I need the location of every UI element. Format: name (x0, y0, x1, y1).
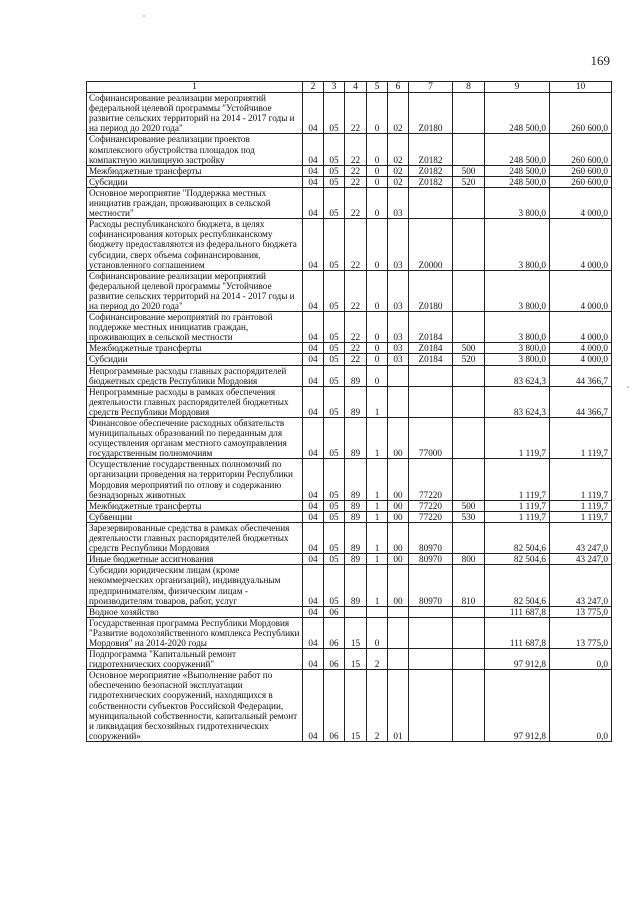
amount-year-2: 0,0 (550, 670, 612, 742)
code-expense-type (453, 365, 485, 386)
row-name: Подпрограмма "Капитальный ремонт гидротехнических сооружений" (87, 649, 303, 670)
code-program: 0 (367, 354, 388, 365)
code-section: 05 (324, 219, 345, 270)
code-subsection: 22 (345, 219, 367, 270)
amount-year-2: 260 600,0 (550, 165, 612, 176)
table-row (87, 343, 612, 354)
code-program: 0 (367, 93, 388, 134)
code-subprogram (388, 617, 409, 648)
code-program: 0 (367, 617, 388, 648)
table-row (87, 219, 612, 270)
row-name: Субсидии (87, 176, 303, 187)
code-item: 77220 (409, 459, 453, 500)
code-subsection: 89 (345, 418, 367, 459)
table-row (87, 649, 612, 670)
code-section: 06 (324, 649, 345, 670)
table-row (87, 459, 612, 500)
code-ministry: 04 (303, 134, 324, 165)
amount-year-1: 97 912,8 (485, 670, 550, 742)
code-expense-type: 520 (453, 176, 485, 187)
code-subsection: 22 (345, 93, 367, 134)
table-row (87, 134, 612, 165)
row-name: Межбюджетные трансферты (87, 500, 303, 511)
code-item (409, 617, 453, 648)
column-header: 5 (367, 82, 388, 93)
code-item: Z0182 (409, 165, 453, 176)
code-item: Z0184 (409, 354, 453, 365)
code-item: 80970 (409, 554, 453, 565)
table-body (87, 93, 612, 742)
amount-year-1: 82 504,6 (485, 522, 550, 553)
code-subprogram: 01 (388, 670, 409, 742)
amount-year-1: 3 800,0 (485, 270, 550, 311)
code-subsection: 22 (345, 187, 367, 218)
code-program: 0 (367, 165, 388, 176)
row-name: Софинансирование реализации мероприятий федеральной целевой программы "Устойчивое развитие сельских территорий на 2014 - 2017 годы и на период до 2020 года" (87, 270, 303, 311)
table-row (87, 270, 612, 311)
amount-year-2: 1 119,7 (550, 418, 612, 459)
column-header: 1 (87, 82, 303, 93)
code-subprogram: 00 (388, 554, 409, 565)
code-ministry: 04 (303, 187, 324, 218)
code-subsection: 22 (345, 343, 367, 354)
row-name: Основное мероприятие "Поддержка местных инициатив граждан, проживающих в сельской местности" (87, 187, 303, 218)
row-name: Финансовое обеспечение расходных обязательств муниципальных образований по переданным для осуществления органам местного самоуправления государственным полномочиям (87, 418, 303, 459)
code-item: 80970 (409, 565, 453, 606)
amount-year-1: 1 119,7 (485, 500, 550, 511)
amount-year-1: 248 500,0 (485, 165, 550, 176)
code-section: 05 (324, 187, 345, 218)
code-subsection: 89 (345, 365, 367, 386)
amount-year-2: 4 000,0 (550, 354, 612, 365)
code-item: Z0180 (409, 93, 453, 134)
code-expense-type (453, 606, 485, 617)
amount-year-2: 1 119,7 (550, 500, 612, 511)
code-item (409, 365, 453, 386)
code-expense-type: 500 (453, 343, 485, 354)
row-name: Софинансирование реализации мероприятий федеральной целевой программы "Устойчивое развитие сельских территорий на 2014 - 2017 годы и на период до 2020 года" (87, 93, 303, 134)
amount-year-2: 13 775,0 (550, 606, 612, 617)
code-program: 1 (367, 459, 388, 500)
code-subsection (345, 606, 367, 617)
table-row (87, 522, 612, 553)
code-ministry: 04 (303, 386, 324, 417)
amount-year-2: 43 247,0 (550, 522, 612, 553)
code-subsection: 89 (345, 511, 367, 522)
row-name: Софинансирование реализации проектов комплексного обустройства площадок под компактную жилищную застройку (87, 134, 303, 165)
table-row (87, 386, 612, 417)
code-program: 0 (367, 312, 388, 343)
code-section: 05 (324, 459, 345, 500)
amount-year-1: 82 504,6 (485, 565, 550, 606)
code-program: 0 (367, 176, 388, 187)
code-expense-type (453, 649, 485, 670)
code-program: 0 (367, 134, 388, 165)
code-ministry: 04 (303, 511, 324, 522)
code-section: 05 (324, 418, 345, 459)
code-subsection: 89 (345, 459, 367, 500)
code-ministry: 04 (303, 165, 324, 176)
code-subprogram: 03 (388, 187, 409, 218)
amount-year-1: 3 800,0 (485, 343, 550, 354)
row-name: Осуществление государственных полномочий по организации проведения на территории Республики Мордовия мероприятий по отлову и содержанию безнадзорных животных (87, 459, 303, 500)
code-subprogram: 00 (388, 522, 409, 553)
code-section: 05 (324, 93, 345, 134)
code-program: 1 (367, 511, 388, 522)
code-subprogram: 00 (388, 459, 409, 500)
table-row (87, 565, 612, 606)
code-program: 2 (367, 649, 388, 670)
table-row (87, 176, 612, 187)
code-item (409, 386, 453, 417)
code-program: 1 (367, 565, 388, 606)
table-row (87, 187, 612, 218)
amount-year-1: 97 912,8 (485, 649, 550, 670)
code-expense-type: 520 (453, 354, 485, 365)
code-subprogram: 00 (388, 511, 409, 522)
code-item: Z0000 (409, 219, 453, 270)
code-ministry: 04 (303, 500, 324, 511)
code-subprogram: 00 (388, 500, 409, 511)
code-program: 1 (367, 554, 388, 565)
amount-year-2: 44 366,7 (550, 365, 612, 386)
code-ministry: 04 (303, 670, 324, 742)
code-subsection: 89 (345, 522, 367, 553)
code-subprogram (388, 606, 409, 617)
code-section: 05 (324, 522, 345, 553)
table-row (87, 500, 612, 511)
table-row (87, 617, 612, 648)
code-subsection: 22 (345, 165, 367, 176)
code-expense-type (453, 522, 485, 553)
code-program: 0 (367, 365, 388, 386)
code-ministry: 04 (303, 522, 324, 553)
amount-year-1: 83 624,3 (485, 386, 550, 417)
code-expense-type (453, 134, 485, 165)
code-ministry: 04 (303, 270, 324, 311)
column-header: 10 (550, 82, 612, 93)
amount-year-2: 4 000,0 (550, 343, 612, 354)
code-subsection: 15 (345, 617, 367, 648)
budget-table (86, 81, 612, 742)
column-header: 6 (388, 82, 409, 93)
code-expense-type: 810 (453, 565, 485, 606)
row-name: Непрограммные расходы в рамках обеспечения деятельности главных распорядителей бюджетных средств Республики Мордовия (87, 386, 303, 417)
code-item: 80970 (409, 522, 453, 553)
row-name: Субсидии юридическим лицам (кроме некоммерческих организаций), индивидуальным предпринимателям, физическим лицам - производителям товаров, работ, услуг (87, 565, 303, 606)
code-ministry: 04 (303, 617, 324, 648)
code-subprogram: 02 (388, 176, 409, 187)
row-name: Субвенции (87, 511, 303, 522)
code-ministry: 04 (303, 343, 324, 354)
code-item (409, 649, 453, 670)
code-section: 05 (324, 365, 345, 386)
code-program: 0 (367, 343, 388, 354)
code-program (367, 606, 388, 617)
code-subprogram: 02 (388, 134, 409, 165)
code-ministry: 04 (303, 176, 324, 187)
amount-year-1: 83 624,3 (485, 365, 550, 386)
code-ministry: 04 (303, 365, 324, 386)
code-item: Z0180 (409, 270, 453, 311)
amount-year-1: 111 687,8 (485, 617, 550, 648)
code-ministry: 04 (303, 312, 324, 343)
code-ministry: 04 (303, 219, 324, 270)
code-ministry: 04 (303, 649, 324, 670)
amount-year-2: 260 600,0 (550, 93, 612, 134)
code-subprogram: 00 (388, 418, 409, 459)
code-expense-type: 530 (453, 511, 485, 522)
code-section: 05 (324, 343, 345, 354)
code-program: 1 (367, 386, 388, 417)
code-item: 77000 (409, 418, 453, 459)
code-subsection: 89 (345, 565, 367, 606)
code-program: 0 (367, 270, 388, 311)
code-item (409, 670, 453, 742)
code-ministry: 04 (303, 354, 324, 365)
table-row (87, 93, 612, 134)
code-section: 06 (324, 617, 345, 648)
code-section: 06 (324, 606, 345, 617)
page-number: 169 (590, 53, 610, 68)
code-program: 1 (367, 500, 388, 511)
amount-year-1: 3 800,0 (485, 219, 550, 270)
code-section: 05 (324, 270, 345, 311)
code-ministry: 04 (303, 93, 324, 134)
code-section: 05 (324, 354, 345, 365)
code-subprogram: 02 (388, 93, 409, 134)
code-subprogram: 03 (388, 219, 409, 270)
row-name: Межбюджетные трансферты (87, 343, 303, 354)
amount-year-2: 0,0 (550, 649, 612, 670)
amount-year-1: 111 687,8 (485, 606, 550, 617)
code-subsection: 15 (345, 649, 367, 670)
code-section: 05 (324, 386, 345, 417)
code-subprogram: 03 (388, 354, 409, 365)
code-section: 05 (324, 165, 345, 176)
amount-year-1: 3 800,0 (485, 312, 550, 343)
code-expense-type: 500 (453, 165, 485, 176)
code-item: Z0182 (409, 134, 453, 165)
code-section: 05 (324, 565, 345, 606)
code-item: Z0182 (409, 176, 453, 187)
code-expense-type (453, 459, 485, 500)
code-expense-type (453, 418, 485, 459)
code-subprogram (388, 365, 409, 386)
code-expense-type: 500 (453, 500, 485, 511)
code-subprogram: 03 (388, 343, 409, 354)
amount-year-2: 1 119,7 (550, 459, 612, 500)
amount-year-1: 3 800,0 (485, 187, 550, 218)
code-ministry: 04 (303, 459, 324, 500)
code-program: 0 (367, 219, 388, 270)
code-item: Z0184 (409, 343, 453, 354)
table-row (87, 511, 612, 522)
amount-year-2: 4 000,0 (550, 312, 612, 343)
code-subsection: 22 (345, 354, 367, 365)
row-name: Государственная программа Республики Мордовия "Развитие водохозяйственного комплекса Республики Мордовия" на 2014-2020 годы (87, 617, 303, 648)
row-name: Непрограммные расходы главных распорядителей бюджетных средств Республики Мордовия (87, 365, 303, 386)
code-section: 05 (324, 500, 345, 511)
code-subsection: 22 (345, 270, 367, 311)
code-program: 2 (367, 670, 388, 742)
code-program: 1 (367, 418, 388, 459)
amount-year-2: 43 247,0 (550, 554, 612, 565)
row-name: Водное хозяйство (87, 606, 303, 617)
table-row (87, 670, 612, 742)
amount-year-1: 248 500,0 (485, 176, 550, 187)
amount-year-1: 248 500,0 (485, 134, 550, 165)
row-name: Расходы республиканского бюджета, в целях софинансирования которых республиканскому бюджету предоставляются из федерального бюджета субсидии, сверх объема софинансирования, установленного соглашением (87, 219, 303, 270)
code-item: Z0184 (409, 312, 453, 343)
code-subprogram: 03 (388, 312, 409, 343)
table-row (87, 354, 612, 365)
code-section: 05 (324, 176, 345, 187)
column-header: 9 (485, 82, 550, 93)
amount-year-1: 82 504,6 (485, 554, 550, 565)
code-ministry: 04 (303, 565, 324, 606)
column-header: 3 (324, 82, 345, 93)
amount-year-2: 260 600,0 (550, 176, 612, 187)
code-ministry: 04 (303, 418, 324, 459)
amount-year-2: 260 600,0 (550, 134, 612, 165)
code-section: 05 (324, 134, 345, 165)
table-row (87, 165, 612, 176)
code-section: 06 (324, 670, 345, 742)
code-item: 77220 (409, 500, 453, 511)
code-expense-type (453, 386, 485, 417)
code-expense-type (453, 670, 485, 742)
code-program: 0 (367, 187, 388, 218)
code-ministry: 04 (303, 554, 324, 565)
code-subprogram: 00 (388, 565, 409, 606)
amount-year-2: 43 247,0 (550, 565, 612, 606)
code-item (409, 187, 453, 218)
code-subsection: 89 (345, 500, 367, 511)
column-header: 4 (345, 82, 367, 93)
code-subsection: 89 (345, 554, 367, 565)
code-expense-type (453, 187, 485, 218)
header-row (87, 82, 612, 93)
code-expense-type (453, 270, 485, 311)
table-row (87, 365, 612, 386)
row-name: Софинансирование мероприятий по грантовой поддержке местных инициатив граждан, проживающих в сельской местности (87, 312, 303, 343)
code-ministry: 04 (303, 606, 324, 617)
code-subsection: 15 (345, 670, 367, 742)
code-expense-type (453, 312, 485, 343)
scan-speck (627, 386, 629, 388)
code-program: 1 (367, 522, 388, 553)
row-name: Основное мероприятие «Выполнение работ по обеспечению безопасной эксплуатации гидротехнических сооружений, находящихся в собственности субъектов Российской Федерации, муниципальной собственности, капитальный ремонт и ликвидация бесхозяйных гидротехнических сооружений» (87, 670, 303, 742)
amount-year-2: 4 000,0 (550, 187, 612, 218)
code-subprogram: 02 (388, 165, 409, 176)
amount-year-1: 1 119,7 (485, 459, 550, 500)
code-expense-type (453, 617, 485, 648)
row-name: Зарезервированные средства в рамках обеспечения деятельности главных распорядителей бюджетных средств Республики Мордовия (87, 522, 303, 553)
code-subsection: 22 (345, 176, 367, 187)
table-row (87, 418, 612, 459)
row-name: Субсидии (87, 354, 303, 365)
code-expense-type (453, 219, 485, 270)
amount-year-1: 3 800,0 (485, 354, 550, 365)
code-section: 05 (324, 511, 345, 522)
code-subsection: 22 (345, 134, 367, 165)
amount-year-1: 1 119,7 (485, 418, 550, 459)
amount-year-2: 4 000,0 (550, 270, 612, 311)
table-header (87, 82, 612, 93)
table-row (87, 606, 612, 617)
amount-year-2: 1 119,7 (550, 511, 612, 522)
code-subsection: 89 (345, 386, 367, 417)
amount-year-2: 4 000,0 (550, 219, 612, 270)
code-subprogram: 03 (388, 270, 409, 311)
column-header: 7 (409, 82, 453, 93)
row-name: Межбюджетные трансферты (87, 165, 303, 176)
code-item: 77220 (409, 511, 453, 522)
amount-year-2: 44 366,7 (550, 386, 612, 417)
amount-year-1: 248 500,0 (485, 93, 550, 134)
amount-year-1: 1 119,7 (485, 511, 550, 522)
code-expense-type (453, 93, 485, 134)
code-item (409, 606, 453, 617)
code-expense-type: 800 (453, 554, 485, 565)
row-name: Иные бюджетные ассигнования (87, 554, 303, 565)
scan-speck (143, 15, 145, 17)
code-subsection: 22 (345, 312, 367, 343)
table-row (87, 554, 612, 565)
code-section: 05 (324, 312, 345, 343)
code-subprogram (388, 649, 409, 670)
column-header: 2 (303, 82, 324, 93)
column-header: 8 (453, 82, 485, 93)
code-section: 05 (324, 554, 345, 565)
amount-year-2: 13 775,0 (550, 617, 612, 648)
table-row (87, 312, 612, 343)
code-subprogram (388, 386, 409, 417)
